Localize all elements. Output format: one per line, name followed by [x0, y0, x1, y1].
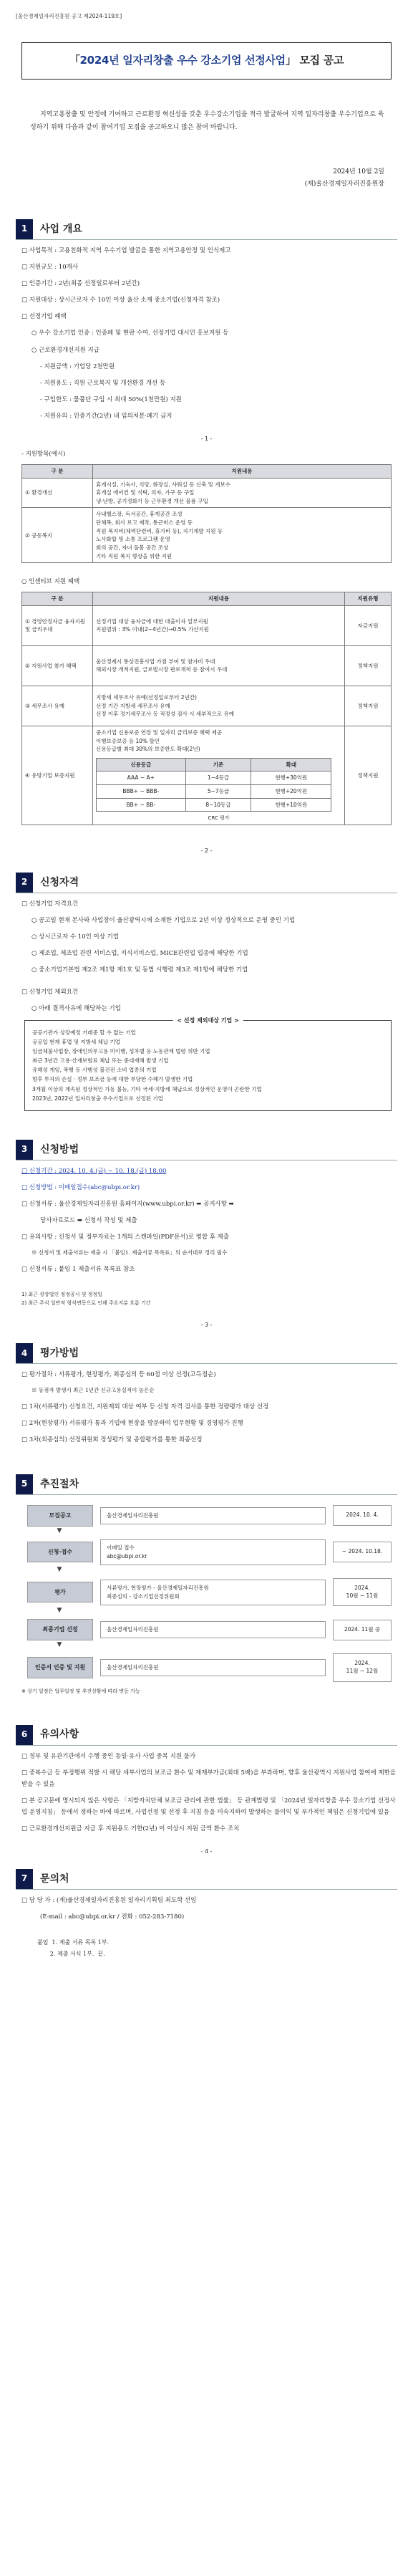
table-cell: BB+ ~ BB-: [97, 798, 186, 812]
table-row: [97, 785, 331, 799]
list-item: 2023년, 2022년 일자리창출 우수기업으로 선정된 기업: [32, 1095, 163, 1102]
table-row: [22, 508, 392, 563]
step-desc: 울산경제일자리진흥원: [100, 1507, 326, 1524]
section-title: 사업 개요: [40, 223, 82, 235]
evaluation-item: □ 1차(서류평가) 신청요건, 지원제외 대상 여부 등 신청 자격 검사를 통한 정량평가 대상 선정: [21, 1403, 269, 1410]
table-cell: 5~7등급: [185, 785, 251, 799]
table-cell: [93, 508, 392, 563]
section-number: 1: [16, 219, 33, 239]
overview-benefits: □ 선정기업 혜택: [21, 313, 67, 321]
intro-text: 지역고용창출 및 안정에 기여하고 근로환경 혁신성을 갖춘 우수강소기업을 적극 발굴하여 지역 일자리창출 우수기업으로 육성하기 위해 다음과 같이 참여기업 모집을 공고하오니 많은 참여 바랍니다.: [30, 110, 384, 132]
list-item: 향후 투자의 손실 · 정부 보조금 등에 대한 부당한 수혜가 발생한 기업: [32, 1076, 193, 1083]
table-cell: 현행+30억원: [251, 772, 331, 785]
table-row: [22, 726, 392, 825]
list-item: 냉·난방, 공기정화기 등 근무환경 개선 물품 구입: [96, 497, 208, 504]
application-caution: □ 유의사항 : 신청서 및 정부자료는 1개의 스캔파일(PDF문서)로 병합 후 제출: [21, 1234, 230, 1241]
table-header: 확대: [251, 758, 331, 772]
overview-period: □ 인증기간 : 2년(최종 선정일로부터 2년간): [21, 279, 140, 287]
procedure-flow: [27, 1505, 392, 1682]
benefit-usage: - 지원용도 : 직원 근로복지 및 개선환경 개선 등: [40, 379, 166, 387]
guarantee-desc: 중소기업 신용보증 연장 및 일자리 금리보증 혜택 제공 이행보증보증 등 10% 할인 신용등급별 최대 30%의 보증한도 확대(2년): [96, 729, 223, 753]
page-number: - 1 -: [200, 436, 213, 443]
overview-purpose: □ 사업목적 : 고용친화적 지역 우수기업 발굴을 통한 지역고용안정 및 인식제고: [21, 246, 231, 254]
list-item: 회의 공간, 자녀 돌봄 공간 조성: [96, 544, 169, 551]
list-item: 직원 복지비(체력단련비, 휴가비 등), 자기계발 지원 등: [96, 527, 223, 534]
support-items-title: - 지원항목(예시): [21, 450, 66, 458]
contact-person: □ 담 당 자 : (재)울산경제일자리진흥원 일자리기획팀 최도학 선임: [21, 1897, 197, 1905]
table-row: [22, 605, 392, 645]
table-header: 기존: [185, 758, 251, 772]
step-date: 2024. 10월 ~ 11월: [333, 1578, 392, 1607]
table-cell: AAA ~ A+: [97, 772, 186, 785]
list-item: 공공기관가 상장예정 거래중 할 수 없는 기업: [32, 1029, 136, 1036]
page-number: - 3 -: [200, 1321, 213, 1328]
exclusion-title: □ 신청기업 제외요건: [21, 988, 79, 996]
application-list: □ 신청서류 : 붙임 1 제출서류 목록표 참조: [21, 1265, 135, 1273]
table-cell: 현행+10억원: [251, 798, 331, 812]
section-header-evaluation: [16, 1343, 397, 1364]
eligibility-item: ○ 상시근로자 수 10인 이상 기업: [31, 933, 120, 941]
table-cell: 정책지원: [345, 726, 392, 825]
section-title: 추진절차: [40, 1478, 79, 1490]
section-title: 신청방법: [40, 1143, 79, 1155]
section-title: 문의처: [40, 1873, 69, 1885]
table-cell: BBB+ ~ BBB-: [97, 785, 186, 799]
list-item: 임금체불사업장, 장애인의무고용 미이행, 성차별 등 노동관계 법령 위반 기업: [32, 1048, 210, 1055]
step-label: 평가: [27, 1582, 93, 1603]
list-item: 3개월 이상의 계속된 정상적인 가동 불능, 기타 국세·지방세 체납으로 정상적인 운영이 곤란한 기업: [32, 1085, 262, 1092]
section-header-overview: [16, 219, 397, 240]
page-number: - 4 -: [200, 1848, 213, 1855]
application-docs: □ 신청서류 : 울산경제일자리진흥원 홈페이지(www.ubpi.or.kr) ➡ 공지사항 ➡: [21, 1201, 234, 1208]
table-cell: ② 공동복지: [22, 508, 93, 563]
overview-scale: □ 지원규모 : 10개사: [21, 263, 79, 271]
step-label: 모집공고: [27, 1505, 93, 1527]
table-cell: [93, 726, 345, 825]
caution-item: □ 정부 및 유관기관에서 수행 중인 동일·유사 사업 중복 지원 불가: [21, 1752, 196, 1760]
table-cell: ① 환경개선: [22, 478, 93, 508]
section-header-eligibility: [16, 873, 397, 893]
down-arrow-icon: ▼: [57, 1527, 62, 1534]
list-item: 단체복, 회사 로고 제작, 통근버스 운영 등: [96, 519, 193, 527]
section-number: 5: [16, 1474, 33, 1494]
footnotes: [21, 1291, 397, 1308]
table-cell: 8~10등급: [185, 798, 251, 812]
table-cell: ③ 세무조사 유예: [22, 686, 93, 726]
table-cell: 현행+20억원: [251, 785, 331, 799]
table-header: 지원유형: [345, 592, 392, 606]
list-item: 유해성 게임, 폭행 등 사행성 불건전 소비 업종의 기업: [32, 1067, 157, 1074]
section-header-caution: [16, 1725, 397, 1746]
caution-item: □ 본 공고문에 명시되지 않은 사항은 「지방자치단체 보조금 관리에 관한 법률」 등 관계법령 및 「2024년 일자리창출 우수 강소기업 선정사업 운영지침」 등에서 정하는 바에 따르며, 사업선정 및 선정 후 지침 등을 미숙지하여 발생하는 불이익 및 부가적인 책임은 신청기업에 있음: [21, 1797, 396, 1817]
evaluation-item: □ 평가절차 : 서류평가, 현장평가, 최종심의 등 60점 이상 선정(고득점순): [21, 1371, 216, 1379]
title-suffix: 」 모집 공고: [285, 53, 344, 67]
eligibility-item: ○ 중소기업기본법 제2조 제1항 제1호 및 동법 시행령 제3조 제1항에 해당한 기업: [31, 966, 248, 974]
section-title: 유의사항: [40, 1729, 79, 1741]
table-row: [97, 772, 331, 785]
evaluation-item: □ 2차(현장평가) 서류평가 통과 기업에 현장을 방문하여 업무현황 및 경영평가 진행: [21, 1419, 243, 1427]
procedure-step: [27, 1539, 392, 1565]
benefit-limit: - 구입한도 : 물품단 구입 시 최대 50%(1천만원) 지원: [40, 395, 182, 403]
step-date: 2024. 10. 4.: [333, 1505, 392, 1526]
attachment-item: 2. 제출 서식 1부. 끝.: [37, 1951, 105, 1958]
table-row: [22, 478, 392, 508]
down-arrow-icon: ▼: [57, 1641, 62, 1648]
exclusion-box: [24, 1017, 392, 1111]
attachment-item: 붙임 1. 제출 서류 목록 1부.: [37, 1939, 110, 1946]
caution-item: □ 중복수급 등 부정행위 적발 시 해당 세부사업의 보조금 환수 및 제재부가금(최대 5배)을 부과하며, 향후 울산광역시 지원사업 참여에 제한을 받을 수 있음: [21, 1769, 397, 1788]
application-period: □ 신청기간 : 2024. 10. 4.(금) ~ 10. 18.(금) 18:00: [21, 1167, 167, 1175]
table-header: 구 분: [22, 464, 93, 478]
step-date: 2024. 11월 ~ 12월: [333, 1653, 392, 1682]
list-item: 공공입 현재 휴업 및 지방세 체납 기업: [32, 1038, 120, 1045]
table-header: 구 분: [22, 592, 93, 606]
incentive-table: [21, 592, 392, 825]
section-header-contact: [16, 1869, 397, 1890]
incentive-title: ○ 인센티브 지원 혜택: [21, 578, 80, 586]
procedure-step: [27, 1653, 392, 1682]
section-title: 신청자격: [40, 876, 79, 888]
table-header: 지원내용: [93, 592, 345, 606]
step-desc: 이메일 접수 abc@ubpi.or.kr: [100, 1539, 326, 1565]
procedure-note: ※ 상기 일정은 업무일정 및 추진상황에 따라 변동 가능: [21, 1688, 140, 1694]
exclusion-caption: < 선정 제외대상 기업 >: [173, 1016, 243, 1026]
support-table-wrap: [21, 464, 392, 563]
attachments: [37, 1937, 397, 1960]
eligibility-item: ○ 공고일 현재 본사와 사업장이 울산광역시에 소재한 기업으로 2년 이상 정상적으로 운영 중인 기업: [31, 916, 296, 924]
section-title: 평가방법: [40, 1347, 79, 1360]
list-item: 기타 직원 복지 향상을 위한 지원: [96, 552, 173, 559]
footnote: 2) 최근 주식 일반적 형식변동으로 인해 주요지분 흐름 기간: [21, 1299, 151, 1306]
table-header: 신용등급: [97, 758, 186, 772]
application-docs-cont: 당사자료로드 ➡ 신청서 작성 및 제출: [40, 1217, 137, 1225]
benefit-certification: ○ 우수 강소기업 인증 : 인증패 및 현판 수여, 선정기업 대시민 홍보지원 등: [31, 330, 229, 337]
table-cell: [93, 478, 392, 508]
benefit-environment: ○ 근로환경개선지원 지급: [31, 346, 99, 354]
list-item: 노사화합 및 소통 프로그램 운영: [96, 536, 170, 543]
guarantee-mini-table: [96, 758, 331, 812]
list-item: 최근 3년간 고용·산재보험료 체납 또는 중대재해 발생 기업: [32, 1057, 169, 1064]
procedure-step: [27, 1619, 392, 1640]
caution-item: □ 근로환경개선지원금 지급 후 지원용도 기한(2년) 이 이상시 지원 금액 환수 조치: [21, 1825, 240, 1833]
step-date: 2024. 11월 중: [333, 1620, 392, 1640]
section-number: 4: [16, 1343, 33, 1363]
table-cell: 지방세 세무조사 유예(선정일로부터 2년간) 선정 기간 지방세 세무조사 유예 선정 이후 정기세무조사 등 적정성 검사 시 세부적으로 유예: [93, 686, 345, 726]
incentive-table-wrap: [21, 592, 392, 825]
section-number: 2: [16, 873, 33, 893]
eligibility-item: ○ 제조업, 제조업 관련 서비스업, 지식서비스업, MICE관련업 업종에 해당한 기업: [31, 950, 248, 958]
guarantee-mid-label: CRC 평가: [208, 815, 230, 822]
footnote: 1) 최근 상장법인 정정공시 및 정정일: [21, 1291, 102, 1297]
section-number: 3: [16, 1140, 33, 1160]
evaluation-item: □ 3차(최종심의) 선정위원회 정성평가 및 종합평가를 통한 최종선정: [21, 1436, 203, 1443]
announce-date-block: [16, 166, 384, 191]
table-header: 지원내용: [93, 464, 392, 478]
table-cell: 1~4등급: [185, 772, 251, 785]
table-cell: 선정기업 대상 융자금에 대한 대출이자 일부지원 지원범위 : 3% 이내(2~4년간)→0.5% 가산지원: [93, 605, 345, 645]
list-item: 사내헬스장, 독서공간, 휴게공간 조성: [96, 511, 183, 518]
issuer: (재)울산경제일자리진흥원장: [304, 180, 384, 188]
table-row: [22, 686, 392, 726]
announce-date: 2024년 10월 2일: [333, 168, 384, 176]
step-desc: 서류평가, 현장평가 - 울산경제일자리진흥원 최종심의 - 강소기업선정위원회: [100, 1580, 326, 1605]
eligibility-title: □ 신청기업 자격요건: [21, 900, 79, 908]
exclusion-subtitle: ○ 아래 결격사유에 해당하는 기업: [31, 1004, 121, 1012]
page-title: [21, 42, 392, 80]
step-date: ~ 2024. 10.18.: [333, 1542, 392, 1562]
table-row: [97, 798, 331, 812]
benefit-amount: - 지원금액 : 기업당 2천만원: [40, 362, 115, 370]
down-arrow-icon: ▼: [57, 1565, 62, 1573]
support-table: [21, 464, 392, 563]
section-number: 7: [16, 1869, 33, 1889]
benefit-caution: - 지원유의 : 인증기간(2년) 내 임의처분·폐기 금지: [40, 413, 173, 420]
section-header-procedure: [16, 1474, 397, 1495]
down-arrow-icon: ▼: [57, 1607, 62, 1615]
section-header-application: [16, 1140, 397, 1160]
table-cell: ④ 유망기업 보증지원: [22, 726, 93, 825]
list-item: 휴게시설, 기숙사, 식당, 화장실, 샤워실 등 신축 및 개보수: [96, 481, 230, 488]
application-method: [21, 1182, 397, 1193]
overview-target: □ 지원대상 : 상시근로자 수 10인 이상 울산 소재 중소기업(신청자격 참조): [21, 297, 220, 304]
table-cell: 정책지원: [345, 645, 392, 686]
evaluation-note: ※ 동점자 발생시 최근 1년간 신규고용실적이 높은순: [31, 1387, 155, 1394]
page-number: - 2 -: [200, 847, 213, 855]
application-note: ※ 신청서 및 제출서류는 제출 시 「붙임1. 제출서류 목록표」의 순서대로 정리 필수: [31, 1249, 228, 1256]
table-cell: 자금지원: [345, 605, 392, 645]
section-number: 6: [16, 1725, 33, 1745]
list-item: 휴게실 에어컨 및 식탁, 의자, 가구 등 구입: [96, 489, 195, 496]
table-cell: 정책지원: [345, 686, 392, 726]
step-desc: 울산경제일자리진흥원: [100, 1621, 326, 1638]
application-email-link[interactable]: □ 신청방법 : 이메일접수(abc@ubpi.or.kr): [21, 1183, 140, 1191]
step-label: 신청·접수: [27, 1542, 93, 1563]
table-row: [22, 645, 392, 686]
contact-info: (E-mail : abc@ubpi.or.kr / 전화 : 052-283-7180): [40, 1913, 185, 1921]
step-label: 최종기업 선정: [27, 1619, 93, 1640]
step-desc: 울산경제일자리진흥원: [100, 1659, 326, 1676]
table-cell: ① 경영안정자금 융자지원 및 금리우대: [22, 605, 93, 645]
table-cell: 울산경제시 통상진흥사업 가점 부여 및 참가비 우대 해외시장 개척지원, 글로벌시장 판로개척 등 참여시 우대: [93, 645, 345, 686]
step-label: 인증서 인증 및 지원: [27, 1657, 93, 1678]
procedure-step: [27, 1505, 392, 1527]
title-prefix: 「: [69, 53, 80, 67]
table-cell: ② 지원사업 참가 혜택: [22, 645, 93, 686]
title-highlight: 2024년 일자리창출 우수 강소기업 선정사업: [79, 53, 286, 67]
procedure-step: [27, 1578, 392, 1607]
announce-number: [울산경제일자리진흥원 공고 제2024-119호]: [16, 13, 122, 19]
